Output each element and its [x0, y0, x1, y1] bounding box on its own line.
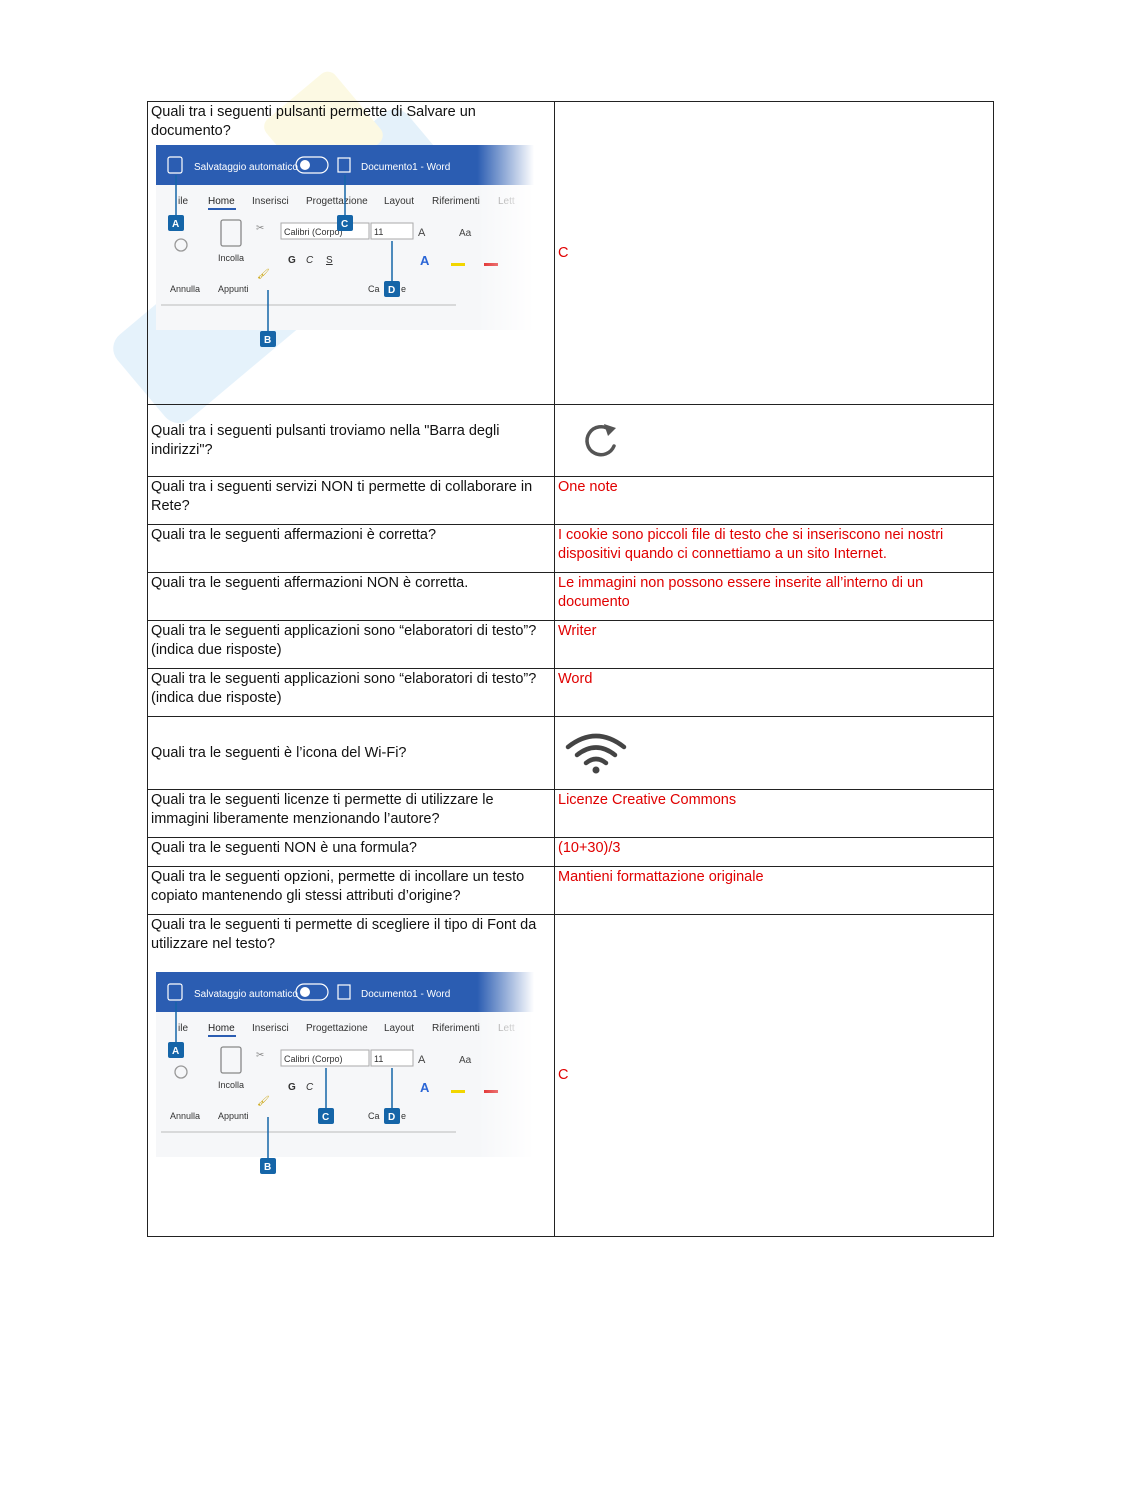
answer-text: (10+30)/3: [558, 840, 621, 856]
question-text: Quali tra le seguenti NON è una formula?: [151, 840, 417, 856]
word-ribbon-screenshot: [156, 145, 534, 356]
svg-text:B: B: [264, 335, 272, 346]
answer-text: Licenze Creative Commons: [558, 792, 737, 808]
question-cell: [148, 525, 555, 573]
table-row: [148, 790, 994, 838]
question-cell: [148, 102, 555, 405]
answer-text: One note: [558, 479, 618, 495]
question-cell: [148, 838, 555, 867]
question-text: Quali tra le seguenti è l’icona del Wi-Fi?: [151, 744, 407, 761]
answer-text: Word: [558, 671, 593, 687]
table-row: [148, 915, 994, 1237]
question-cell: [148, 621, 555, 669]
answer-text: C: [558, 1067, 569, 1083]
question-text: Quali tra le seguenti applicazioni sono “elaboratori di testo”? (indica due risposte): [151, 671, 537, 706]
answer-cell: [555, 621, 994, 669]
answer-cell: [555, 405, 994, 477]
question-text: Quali tra le seguenti licenze ti permette di utilizzare le immagini liberamente menzionando l’autore?: [151, 792, 494, 827]
question-cell: [148, 915, 555, 1237]
answer-text: C: [558, 244, 569, 261]
svg-text:B: B: [264, 1162, 272, 1173]
answer-cell: [555, 867, 994, 915]
answer-cell: [555, 573, 994, 621]
question-cell: [148, 717, 555, 790]
answer-text: Mantieni formattazione originale: [558, 869, 764, 885]
answer-cell: [555, 525, 994, 573]
table-row: [148, 621, 994, 669]
table-row: [148, 573, 994, 621]
question-cell: [148, 790, 555, 838]
answer-cell: [555, 102, 994, 405]
question-cell: [148, 867, 555, 915]
table-row: [148, 669, 994, 717]
question-cell: [148, 573, 555, 621]
question-cell: [148, 405, 555, 477]
question-text: Quali tra i seguenti pulsanti troviamo nella "Barra degli indirizzi"?: [151, 422, 500, 458]
question-text: Quali tra le seguenti affermazioni è corretta?: [151, 527, 437, 543]
question-text: Quali tra le seguenti ti permette di scegliere il tipo di Font da utilizzare nel testo?: [151, 917, 537, 952]
table-row: [148, 405, 994, 477]
answer-cell: [555, 669, 994, 717]
question-cell: [148, 669, 555, 717]
question-cell: [148, 477, 555, 525]
answer-cell: [555, 477, 994, 525]
table-row: [148, 717, 994, 790]
answer-cell: [555, 717, 994, 790]
answer-text: I cookie sono piccoli file di testo che si inseriscono nei nostri dispositivi quando ci connettiamo a un sito Internet.: [558, 527, 944, 562]
word-ribbon-image: [156, 972, 534, 1177]
question-text: Quali tra le seguenti affermazioni NON è corretta.: [151, 575, 469, 591]
question-text: Quali tra i seguenti servizi NON ti permette di collaborare in Rete?: [151, 479, 533, 514]
question-text: Quali tra le seguenti opzioni, permette di incollare un testo copiato mantenendo gli stessi attributi d’origine?: [151, 869, 525, 904]
table-row: [148, 525, 994, 573]
table-row: [148, 867, 994, 915]
qa-table: [147, 101, 994, 1237]
answer-cell: [555, 838, 994, 867]
question-text: Quali tra le seguenti applicazioni sono “elaboratori di testo”? (indica due risposte): [151, 623, 537, 658]
refresh-icon: [574, 416, 634, 466]
table-row: [148, 477, 994, 525]
word-ribbon-image: [156, 145, 534, 350]
answer-text: Writer: [558, 623, 597, 639]
answer-cell: [555, 915, 994, 1237]
table-row: [148, 838, 994, 867]
question-text: Quali tra i seguenti pulsanti permette di Salvare un documento?: [151, 104, 476, 139]
wifi-icon: [564, 731, 628, 775]
word-ribbon-screenshot: [156, 972, 534, 1183]
table-row: [148, 102, 994, 405]
answer-text: Le immagini non possono essere inserite all’interno di un documento: [558, 575, 924, 610]
answer-cell: [555, 790, 994, 838]
